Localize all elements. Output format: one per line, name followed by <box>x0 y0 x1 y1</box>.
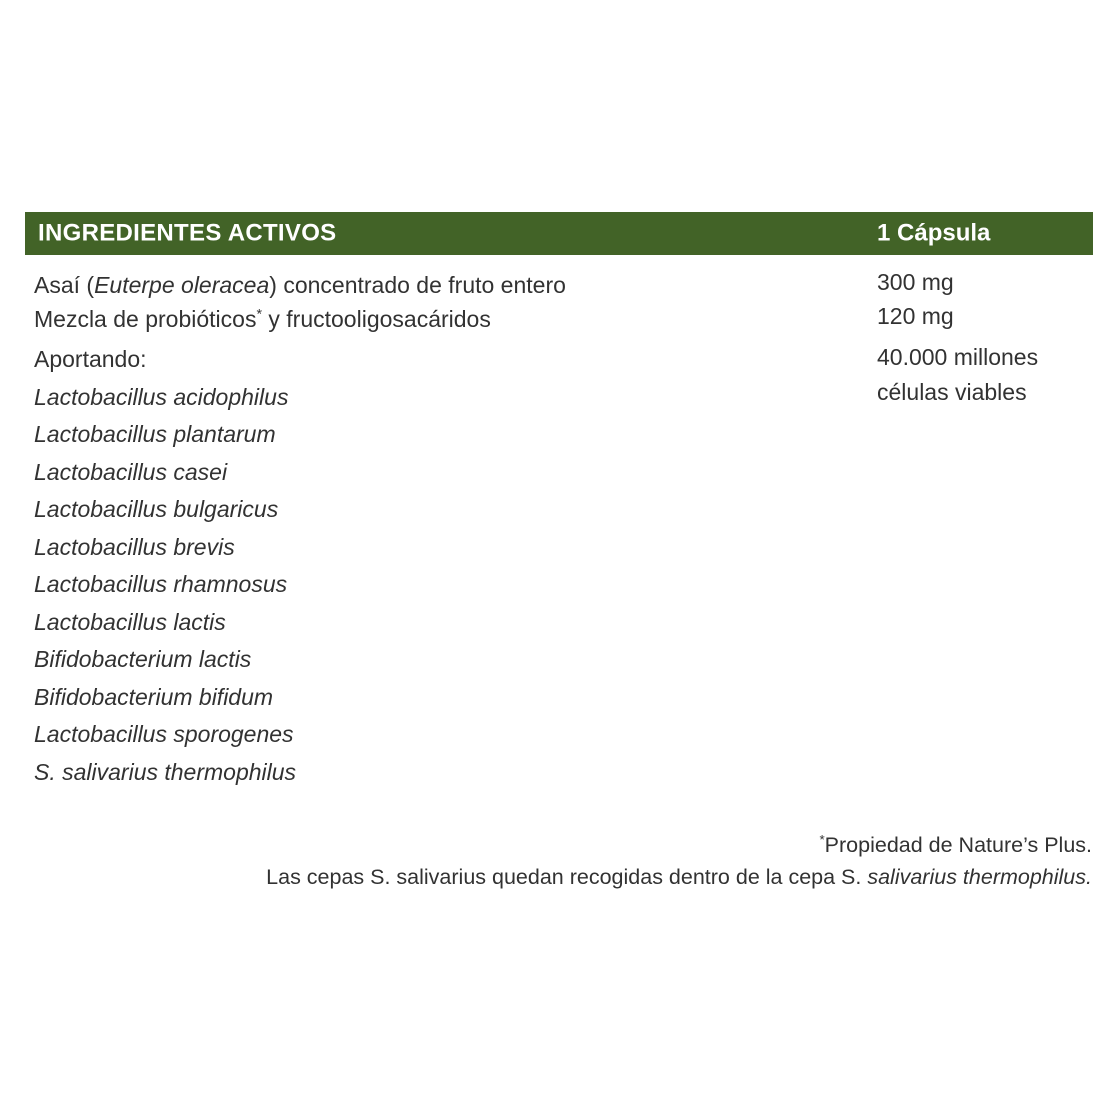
footnote-propiedad <box>819 833 1092 858</box>
footnote-cepas-regular: Las cepas S. salivarius quedan recogidas dentro de la cepa S. <box>266 865 868 889</box>
strain-item: S. salivarius thermophilus <box>34 758 297 785</box>
footnote-asterisk-marker: * <box>256 306 262 323</box>
strain-list <box>34 379 296 792</box>
serving-column-header: 1 Cápsula <box>877 218 991 246</box>
providing-block <box>34 341 296 791</box>
table-header-bar <box>25 212 1093 255</box>
ingredient-row-acai <box>34 268 566 302</box>
providing-label: Aportando: <box>34 346 147 372</box>
footnote-asterisk: * <box>819 831 825 847</box>
strain-item: Lactobacillus casei <box>34 458 228 485</box>
strain-item: Lactobacillus brevis <box>34 533 235 560</box>
ingredients-header-title: INGREDIENTES ACTIVOS <box>38 218 337 246</box>
acai-name-pre: Asaí ( <box>34 272 95 298</box>
acai-amount: 300 mg <box>877 269 954 295</box>
probiotic-blend-name-post: y fructooligosacáridos <box>262 306 491 332</box>
viable-cells-count: 40.000 millones <box>877 344 1039 370</box>
strain-item: Lactobacillus acidophilus <box>34 383 289 410</box>
acai-latin-name: Euterpe oleracea <box>94 272 270 298</box>
strain-item: Lactobacillus lactis <box>34 608 226 635</box>
providing-amount <box>877 340 1038 410</box>
probiotic-blend-amount: 120 mg <box>877 303 954 329</box>
strain-item: Lactobacillus rhamnosus <box>34 571 288 597</box>
strain-item: Bifidobacterium lactis <box>34 646 252 672</box>
strain-item: Bifidobacterium bifidum <box>34 683 274 710</box>
strain-item: Lactobacillus plantarum <box>34 421 276 447</box>
ingredient-names-column <box>34 268 566 336</box>
strain-item: Lactobacillus bulgaricus <box>34 496 279 522</box>
ingredient-row-probiotic-blend <box>34 302 566 336</box>
acai-name-post: ) concentrado de fruto entero <box>269 272 566 298</box>
probiotic-blend-name: Mezcla de probióticos <box>34 306 257 332</box>
ingredient-amounts-column <box>877 265 954 333</box>
footnote-cepas <box>266 865 1092 890</box>
viable-cells-label: células viables <box>877 379 1027 405</box>
strain-item: Lactobacillus sporogenes <box>34 721 294 747</box>
footnote-cepas-italic: salivarius thermophilus. <box>867 865 1092 889</box>
footnote-propiedad-text: Propiedad de Nature’s Plus. <box>824 833 1092 857</box>
